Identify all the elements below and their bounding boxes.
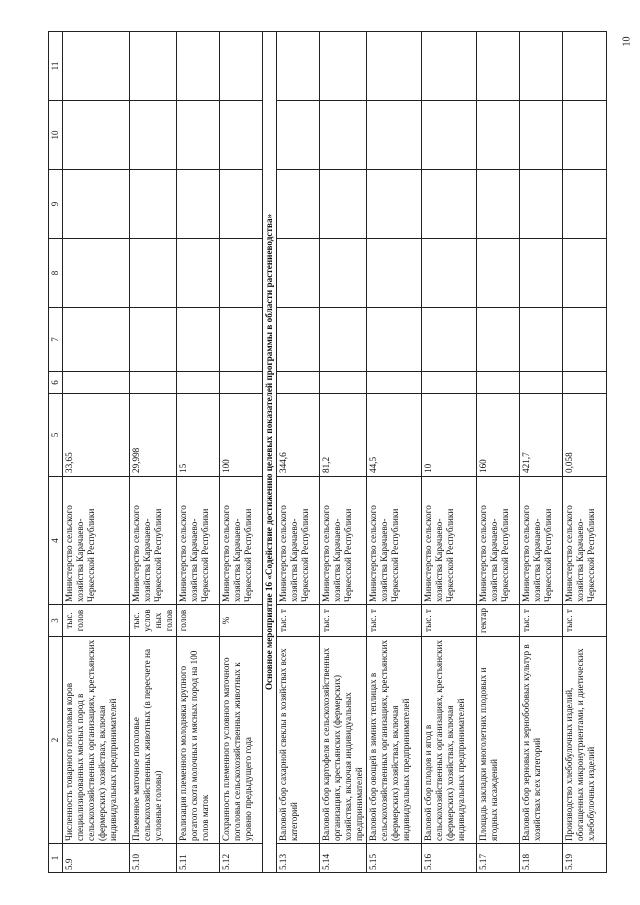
empty-cell	[320, 308, 367, 372]
column-number: 4	[49, 477, 63, 605]
executor: Министерство сельского хозяйства Карачаево-Черкесской Республики	[563, 477, 607, 605]
empty-cell	[422, 170, 477, 239]
empty-cell	[130, 239, 177, 308]
unit: %	[220, 605, 263, 637]
empty-cell	[277, 239, 320, 308]
empty-cell	[277, 32, 320, 101]
empty-cell	[367, 239, 422, 308]
table-row	[422, 32, 477, 873]
empty-cell	[477, 32, 520, 101]
column-number: 11	[49, 32, 63, 101]
empty-cell	[477, 239, 520, 308]
empty-cell	[320, 170, 367, 239]
page-number: 10	[621, 36, 633, 47]
executor: Министерство сельского хозяйства Карачаево-Черкесской Республики	[520, 477, 563, 605]
table-row	[277, 32, 320, 873]
empty-cell	[563, 372, 607, 394]
empty-cell	[367, 101, 422, 170]
empty-cell	[367, 32, 422, 101]
empty-cell	[320, 101, 367, 170]
empty-cell	[367, 372, 422, 394]
row-number: 5.18	[520, 844, 563, 873]
empty-cell	[277, 101, 320, 170]
empty-cell	[220, 239, 263, 308]
column-number: 1	[49, 844, 63, 873]
column-number: 8	[49, 239, 63, 308]
column-number-row	[49, 32, 63, 873]
empty-cell	[63, 101, 130, 170]
section-row	[263, 32, 277, 873]
empty-cell	[220, 372, 263, 394]
table-row	[63, 32, 130, 873]
empty-cell	[563, 101, 607, 170]
row-number: 5.12	[220, 844, 263, 873]
table-row	[477, 32, 520, 873]
empty-cell	[63, 170, 130, 239]
row-number: 5.14	[320, 844, 367, 873]
column-number: 6	[49, 372, 63, 394]
row-number: 5.10	[130, 844, 177, 873]
executor: Министерство сельского хозяйства Карачаево-Черкесской Республики	[130, 477, 177, 605]
empty-cell	[320, 372, 367, 394]
value: 33,65	[63, 394, 130, 477]
executor: Министерство сельского хозяйства Карачаево-Черкесской Республики	[277, 477, 320, 605]
empty-cell	[422, 32, 477, 101]
empty-cell	[520, 32, 563, 101]
value: 160	[477, 394, 520, 477]
document-page	[48, 32, 596, 873]
empty-cell	[320, 32, 367, 101]
table-row	[220, 32, 263, 873]
empty-cell	[563, 170, 607, 239]
column-number: 9	[49, 170, 63, 239]
unit: тыс. т	[320, 605, 367, 637]
empty-cell	[130, 372, 177, 394]
indicator-name: Валовой сбор плодов и ягод в сельскохозяйственных организациях, крестьянских (фермерских) хозяйствах, включая индивидуальных предпринимателей	[422, 637, 477, 844]
unit: тыс. т	[563, 605, 607, 637]
table-row	[563, 32, 607, 873]
empty-cell	[130, 170, 177, 239]
rotated-table-container	[48, 32, 596, 873]
executor: Министерство сельского хозяйства Карачаево-Черкесской Республики	[422, 477, 477, 605]
empty-cell	[520, 239, 563, 308]
row-number: 5.13	[277, 844, 320, 873]
value: 0,058	[563, 394, 607, 477]
column-number: 10	[49, 101, 63, 170]
unit: тыс. голов	[63, 605, 130, 637]
empty-cell	[520, 170, 563, 239]
indicator-name: Реализация племенного молодняка крупного рогатого скота молочных и мясных пород на 100 голов маток	[177, 637, 220, 844]
value: 100	[220, 394, 263, 477]
table-row	[320, 32, 367, 873]
empty-cell	[177, 239, 220, 308]
empty-cell	[520, 101, 563, 170]
empty-cell	[220, 308, 263, 372]
indicator-name: Валовой сбор картофеля в сельскохозяйственных организациях, крестьянских (фермерских) хозяйствах, включая индивидуальных предпринимателей	[320, 637, 367, 844]
value: 44,5	[367, 394, 422, 477]
empty-cell	[477, 170, 520, 239]
empty-cell	[63, 372, 130, 394]
empty-cell	[422, 372, 477, 394]
section-title: Основное мероприятие 16 «Содействие достижению целевых показателей программы в области растениеводства»	[263, 32, 277, 873]
empty-cell	[320, 239, 367, 308]
empty-cell	[367, 170, 422, 239]
empty-cell	[177, 308, 220, 372]
column-number: 7	[49, 308, 63, 372]
empty-cell	[520, 372, 563, 394]
empty-cell	[63, 308, 130, 372]
column-number: 2	[49, 637, 63, 844]
empty-cell	[220, 32, 263, 101]
row-number: 5.11	[177, 844, 220, 873]
indicator-name: Производство хлебобулочных изделий, обогащенных микронутриентами, и диетических хлебобулочных изделий	[563, 637, 607, 844]
executor: Министерство сельского хозяйства Карачаево-Черкесской Республики	[367, 477, 422, 605]
empty-cell	[130, 308, 177, 372]
empty-cell	[422, 308, 477, 372]
unit: тыс. т	[422, 605, 477, 637]
indicator-name: Сохранность племенного условного маточного поголовья сельскохозяйственных животных к уровню предыдущего года	[220, 637, 263, 844]
unit: гектар	[477, 605, 520, 637]
unit: тыс. т	[367, 605, 422, 637]
executor: Министерство сельского хозяйства Карачаево-Черкесской Республики	[477, 477, 520, 605]
column-number: 3	[49, 605, 63, 637]
empty-cell	[220, 101, 263, 170]
row-number: 5.15	[367, 844, 422, 873]
executor: Министерство сельского хозяйства Карачаево-Черкесской Республики	[220, 477, 263, 605]
empty-cell	[130, 32, 177, 101]
value: 421,7	[520, 394, 563, 477]
indicator-name: Валовой сбор зерновых и зернобобовых культур в хозяйствах всех категорий	[520, 637, 563, 844]
empty-cell	[63, 239, 130, 308]
unit: тыс. т	[520, 605, 563, 637]
empty-cell	[63, 32, 130, 101]
unit: голов	[177, 605, 220, 637]
empty-cell	[563, 32, 607, 101]
executor: Министерство сельского хозяйства Карачаево-Черкесской Республики	[63, 477, 130, 605]
empty-cell	[520, 308, 563, 372]
empty-cell	[177, 32, 220, 101]
value: 29,998	[130, 394, 177, 477]
empty-cell	[367, 308, 422, 372]
empty-cell	[477, 372, 520, 394]
indicator-name: Численность товарного поголовья коров специализированных мясных пород в сельскохозяйственных организациях, крестьянских (фермерских) хозяйствах, включая индивидуальных предпринимателей	[63, 637, 130, 844]
empty-cell	[563, 308, 607, 372]
value: 81,2	[320, 394, 367, 477]
indicator-table	[48, 31, 607, 873]
table-row	[367, 32, 422, 873]
empty-cell	[563, 239, 607, 308]
empty-cell	[422, 101, 477, 170]
value: 15	[177, 394, 220, 477]
table-row	[177, 32, 220, 873]
column-number: 5	[49, 394, 63, 477]
row-number: 5.16	[422, 844, 477, 873]
empty-cell	[177, 170, 220, 239]
row-number: 5.17	[477, 844, 520, 873]
unit: тыс. т	[277, 605, 320, 637]
indicator-name: Племенное маточное поголовье сельскохозяйственных животных (в пересчете на условные головы)	[130, 637, 177, 844]
empty-cell	[130, 101, 177, 170]
executor: Министерство сельского хозяйства Карачаево-Черкесской Республики	[177, 477, 220, 605]
value: 10	[422, 394, 477, 477]
indicator-name: Площадь закладки многолетних плодовых и ягодных насаждений	[477, 637, 520, 844]
indicator-name: Валовой сбор сахарной свеклы в хозяйствах всех категорий	[277, 637, 320, 844]
empty-cell	[277, 372, 320, 394]
table-row	[130, 32, 177, 873]
row-number: 5.9	[63, 844, 130, 873]
unit: тыс. условных голов	[130, 605, 177, 637]
empty-cell	[177, 101, 220, 170]
indicator-name: Валовой сбор овощей в зимних теплицах в сельскохозяйственных организациях, крестьянских (фермерских) хозяйствах, включая индивидуальных предпринимателей	[367, 637, 422, 844]
empty-cell	[477, 101, 520, 170]
empty-cell	[277, 308, 320, 372]
empty-cell	[422, 239, 477, 308]
row-number: 5.19	[563, 844, 607, 873]
empty-cell	[477, 308, 520, 372]
empty-cell	[220, 170, 263, 239]
executor: Министерство сельского хозяйства Карачаево-Черкесской Республики	[320, 477, 367, 605]
table-row	[520, 32, 563, 873]
empty-cell	[177, 372, 220, 394]
empty-cell	[277, 170, 320, 239]
value: 344,6	[277, 394, 320, 477]
